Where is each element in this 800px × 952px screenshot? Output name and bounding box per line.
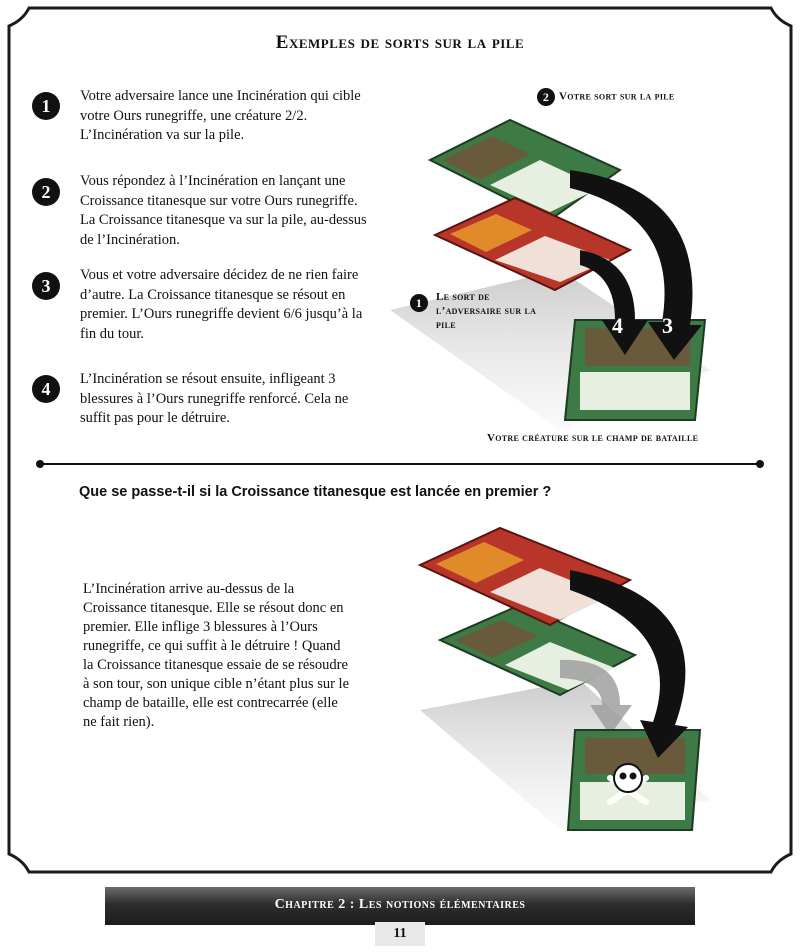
caption-your-spell: [537, 88, 675, 106]
divider-end-left: [36, 460, 44, 468]
arrow-3-label: 3: [662, 313, 673, 338]
caption-your-spell-text: Votre sort sur la pile: [559, 90, 675, 103]
caption-your-creature: Votre créature sur le champ de bataille: [487, 432, 699, 444]
answer-paragraph: L’Incinération arrive au-dessus de la Croissance titanesque. Elle se résout donc en premier. Elle inflige 3 blessures à l’Ours runegriffe, ce qui suffit à le détruire ! Quand la Croissance titanesque essaie de se résoudre à son tour, son unique cible n’étant plus sur le champ de bataille, elle est contrecarrée (elle ne fait rien).: [83, 581, 350, 730]
page-number: 11: [375, 922, 425, 946]
arrow-4-label: 4: [612, 313, 623, 338]
chapter-title: Chapitre 2 : Les notions élémentaires: [274, 897, 526, 912]
step-1-number: 1: [32, 92, 60, 120]
caption-your-spell-number: 2: [537, 88, 555, 106]
caption-opponent-spell-number: 1: [410, 294, 428, 312]
step-3-number: 3: [32, 272, 60, 300]
stack-illustration-top: [380, 110, 740, 430]
question-heading: Que se passe-t-il si la Croissance titanesque est lancée en premier ?: [79, 484, 552, 500]
caption-opponent-spell: [412, 290, 552, 332]
page-title: Exemples de sorts sur la pile: [275, 32, 525, 53]
section-divider: [40, 463, 760, 465]
step-4-text: L’Incinération se résout ensuite, infligeant 3 blessures à l’Ours runegriffe renforcé. Cela ne suffit pas pour le détruire.: [80, 371, 349, 426]
step-1-text: Votre adversaire lance une Incinération qui cible votre Ours runegriffe, une créature 2/2. L’Incinération va sur la pile.: [80, 88, 361, 143]
step-2-text: Vous répondez à l’Incinération en lançant une Croissance titanesque sur votre Ours runegriffe. La Croissance titanesque va sur la pile, au-dessus de l’Incinération.: [80, 173, 367, 248]
step-3-text: Vous et votre adversaire décidez de ne rien faire d’autre. La Croissance titanesque se résout en premier. L’Ours runegriffe devient 6/6 jusqu’à la fin du tour.: [80, 267, 363, 342]
divider-end-right: [756, 460, 764, 468]
red-spell-card: [420, 528, 630, 625]
step-4-number: 4: [32, 375, 60, 403]
stack-illustration-bottom: [400, 520, 730, 840]
step-2-number: 2: [32, 178, 60, 206]
caption-opponent-spell-text: Le sort de l’adversaire sur la pile: [436, 291, 537, 331]
